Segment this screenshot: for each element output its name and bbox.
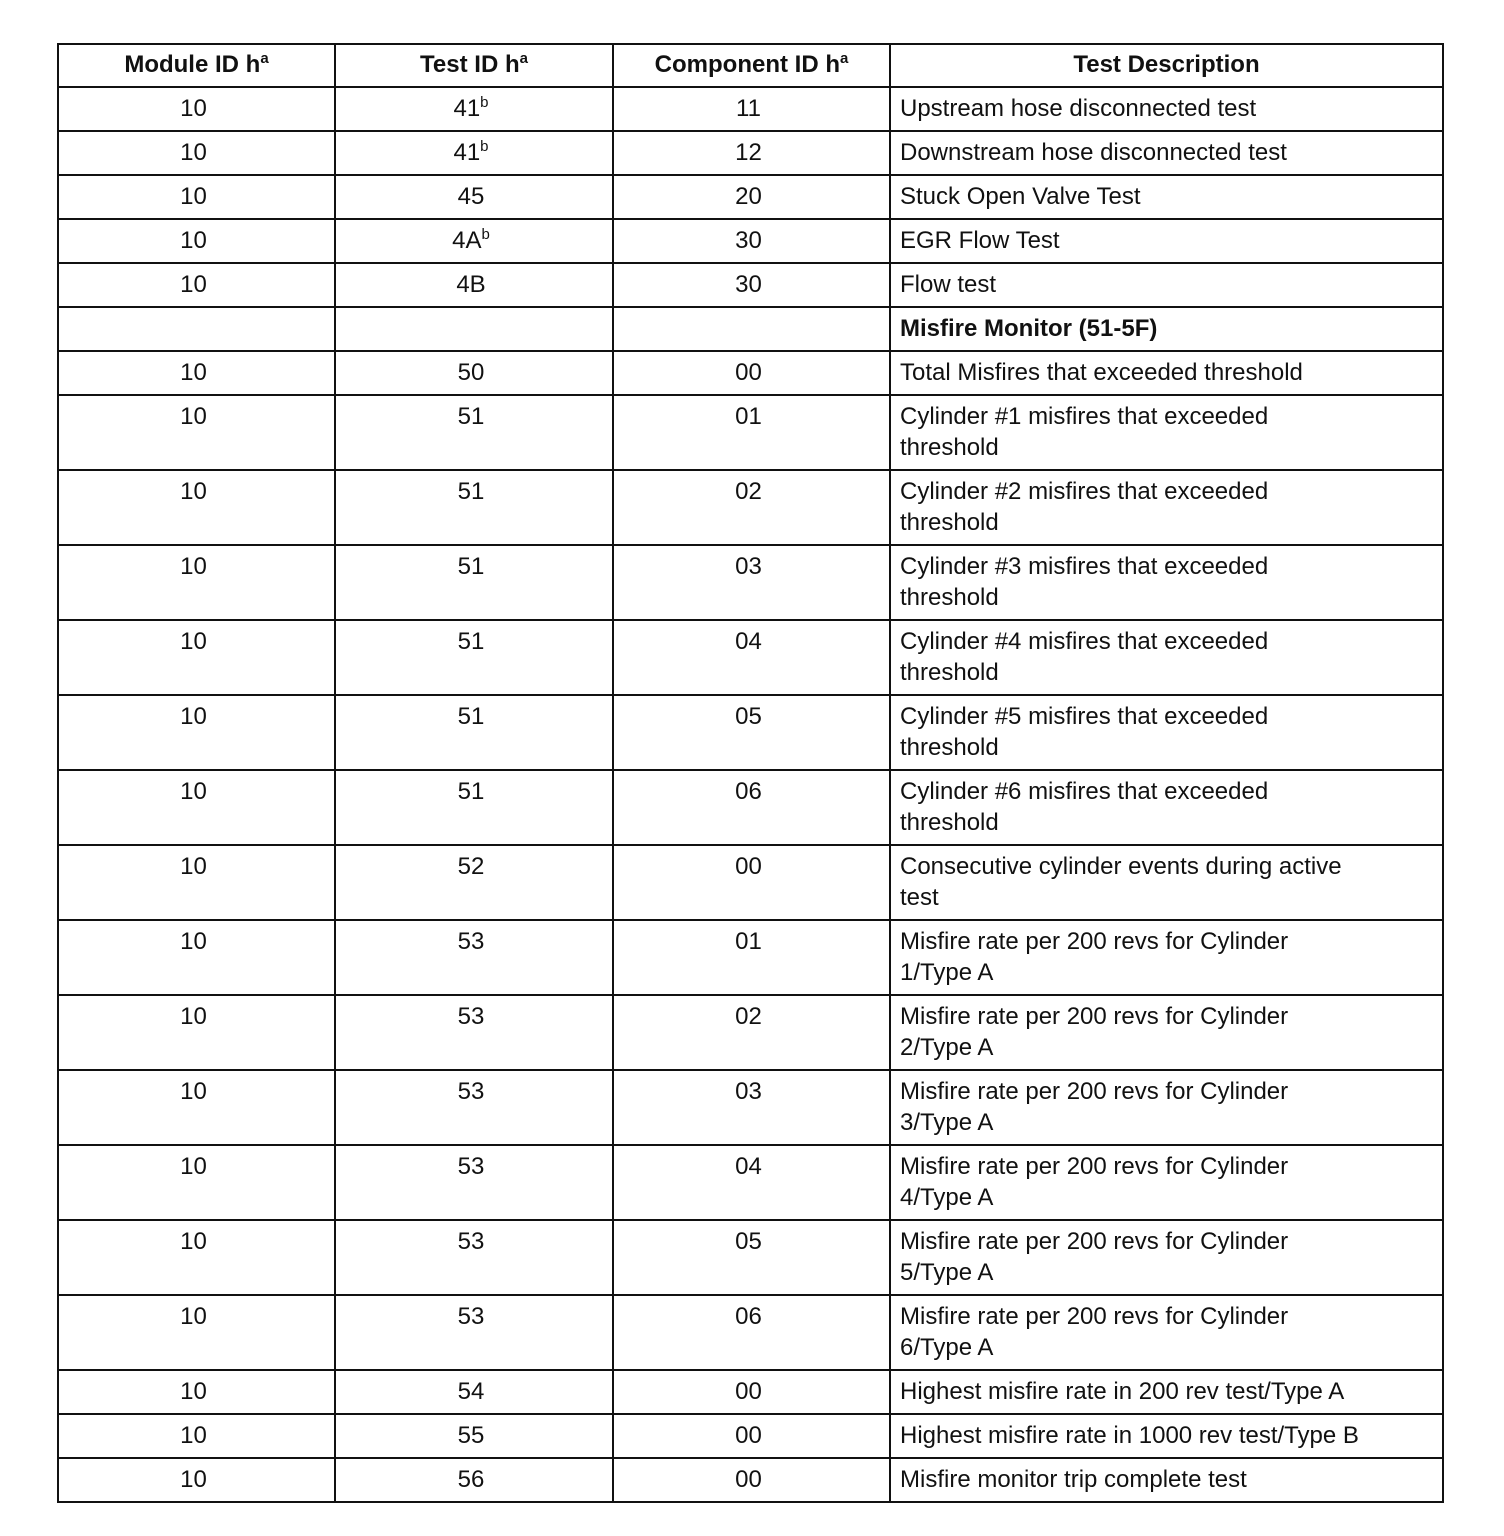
table-row (58, 470, 1443, 545)
table-row (58, 1414, 1443, 1458)
component-id-cell: 00 (613, 1458, 890, 1502)
description-cell: Misfire rate per 200 revs for Cylinder 2/Type A (890, 995, 1443, 1070)
module-id-cell: 10 (58, 1070, 335, 1145)
module-id-cell: 10 (58, 131, 335, 175)
description-cell: Misfire monitor trip complete test (890, 1458, 1443, 1502)
description-cell: Upstream hose disconnected test (890, 87, 1443, 131)
test-id-cell: 53 (335, 1070, 613, 1145)
table-row (58, 87, 1443, 131)
test-id-cell: 56 (335, 1458, 613, 1502)
component-id-cell: 02 (613, 470, 890, 545)
description-cell: Highest misfire rate in 200 rev test/Type A (890, 1370, 1443, 1414)
test-id-cell: 55 (335, 1414, 613, 1458)
test-id-cell: 45 (335, 175, 613, 219)
test-id-table (57, 43, 1444, 1503)
test-id-cell: 4B (335, 263, 613, 307)
table-row (58, 845, 1443, 920)
component-id-cell: 00 (613, 351, 890, 395)
description-cell: Misfire rate per 200 revs for Cylinder 3/Type A (890, 1070, 1443, 1145)
table-row (58, 1070, 1443, 1145)
test-id-cell: 53 (335, 995, 613, 1070)
description-cell: Flow test (890, 263, 1443, 307)
header-component-id: Component ID $h^a$ (613, 44, 890, 87)
test-id-cell (335, 307, 613, 351)
description-cell: Misfire rate per 200 revs for Cylinder 5/Type A (890, 1220, 1443, 1295)
module-id-cell: 10 (58, 920, 335, 995)
test-id-cell: 51 (335, 470, 613, 545)
component-id-cell: 11 (613, 87, 890, 131)
test-id-cell: 54 (335, 1370, 613, 1414)
description-cell: Misfire rate per 200 revs for Cylinder 6/Type A (890, 1295, 1443, 1370)
table-row (58, 1370, 1443, 1414)
table-row (58, 1220, 1443, 1295)
module-id-cell: 10 (58, 175, 335, 219)
module-id-cell: 10 (58, 770, 335, 845)
header-module-id: Module ID $h^a$ (58, 44, 335, 87)
table-row (58, 175, 1443, 219)
module-id-cell: 10 (58, 620, 335, 695)
component-id-cell: 06 (613, 1295, 890, 1370)
module-id-cell: 10 (58, 1295, 335, 1370)
module-id-cell (58, 307, 335, 351)
test-id-cell: 50 (335, 351, 613, 395)
description-cell: Cylinder #3 misfires that exceeded threshold (890, 545, 1443, 620)
test-id-cell: 41$^b$ (335, 131, 613, 175)
module-id-cell: 10 (58, 545, 335, 620)
component-id-cell: 12 (613, 131, 890, 175)
component-id-cell (613, 307, 890, 351)
header-test-id: Test ID $h^a$ (335, 44, 613, 87)
module-id-cell: 10 (58, 995, 335, 1070)
component-id-cell: 00 (613, 1370, 890, 1414)
component-id-cell: 02 (613, 995, 890, 1070)
description-cell: EGR Flow Test (890, 219, 1443, 263)
description-cell: Consecutive cylinder events during active test (890, 845, 1443, 920)
component-id-cell: 05 (613, 1220, 890, 1295)
component-id-cell: 03 (613, 1070, 890, 1145)
test-id-cell: 41$^b$ (335, 87, 613, 131)
table-row (58, 131, 1443, 175)
module-id-cell: 10 (58, 1458, 335, 1502)
test-id-cell: 51 (335, 620, 613, 695)
description-cell: Highest misfire rate in 1000 rev test/Type B (890, 1414, 1443, 1458)
description-cell: Cylinder #1 misfires that exceeded threshold (890, 395, 1443, 470)
module-id-cell: 10 (58, 470, 335, 545)
table-row (58, 545, 1443, 620)
table-row (58, 1295, 1443, 1370)
component-id-cell: 01 (613, 920, 890, 995)
component-id-cell: 30 (613, 219, 890, 263)
test-id-cell: 53 (335, 920, 613, 995)
description-cell: Cylinder #6 misfires that exceeded threshold (890, 770, 1443, 845)
test-id-cell: 53 (335, 1145, 613, 1220)
test-id-cell: 51 (335, 695, 613, 770)
table-row (58, 351, 1443, 395)
component-id-cell: 06 (613, 770, 890, 845)
module-id-cell: 10 (58, 1220, 335, 1295)
module-id-cell: 10 (58, 351, 335, 395)
component-id-cell: 05 (613, 695, 890, 770)
description-cell: Cylinder #4 misfires that exceeded threshold (890, 620, 1443, 695)
test-id-cell: 51 (335, 770, 613, 845)
module-id-cell: 10 (58, 695, 335, 770)
header-test-description: Test Description (890, 44, 1443, 87)
module-id-cell: 10 (58, 263, 335, 307)
module-id-cell: 10 (58, 1414, 335, 1458)
description-cell: Downstream hose disconnected test (890, 131, 1443, 175)
module-id-cell: 10 (58, 1145, 335, 1220)
module-id-cell: 10 (58, 1370, 335, 1414)
table-row (58, 395, 1443, 470)
table-row (58, 1145, 1443, 1220)
module-id-cell: 10 (58, 845, 335, 920)
component-id-cell: 01 (613, 395, 890, 470)
table-row (58, 920, 1443, 995)
description-cell: Misfire rate per 200 revs for Cylinder 4/Type A (890, 1145, 1443, 1220)
module-id-cell: 10 (58, 87, 335, 131)
header-row (58, 44, 1443, 87)
description-cell: Cylinder #5 misfires that exceeded threshold (890, 695, 1443, 770)
component-id-cell: 04 (613, 620, 890, 695)
table-row (58, 620, 1443, 695)
component-id-cell: 20 (613, 175, 890, 219)
test-id-cell: $4A^b$ (335, 219, 613, 263)
description-cell: Misfire rate per 200 revs for Cylinder 1/Type A (890, 920, 1443, 995)
table-row (58, 770, 1443, 845)
component-id-cell: 00 (613, 845, 890, 920)
component-id-cell: 04 (613, 1145, 890, 1220)
component-id-cell: 30 (613, 263, 890, 307)
test-id-cell: 51 (335, 545, 613, 620)
description-cell: Misfire Monitor (51-5F) (890, 307, 1443, 351)
table-row (58, 995, 1443, 1070)
table-row (58, 1458, 1443, 1502)
test-id-cell: 53 (335, 1220, 613, 1295)
test-id-cell: 52 (335, 845, 613, 920)
test-id-cell: 53 (335, 1295, 613, 1370)
table-row (58, 219, 1443, 263)
test-id-cell: 51 (335, 395, 613, 470)
description-cell: Cylinder #2 misfires that exceeded threshold (890, 470, 1443, 545)
description-cell: Stuck Open Valve Test (890, 175, 1443, 219)
table-row (58, 307, 1443, 351)
module-id-cell: 10 (58, 219, 335, 263)
module-id-cell: 10 (58, 395, 335, 470)
table-row (58, 263, 1443, 307)
description-cell: Total Misfires that exceeded threshold (890, 351, 1443, 395)
component-id-cell: 00 (613, 1414, 890, 1458)
component-id-cell: 03 (613, 545, 890, 620)
table-row (58, 695, 1443, 770)
